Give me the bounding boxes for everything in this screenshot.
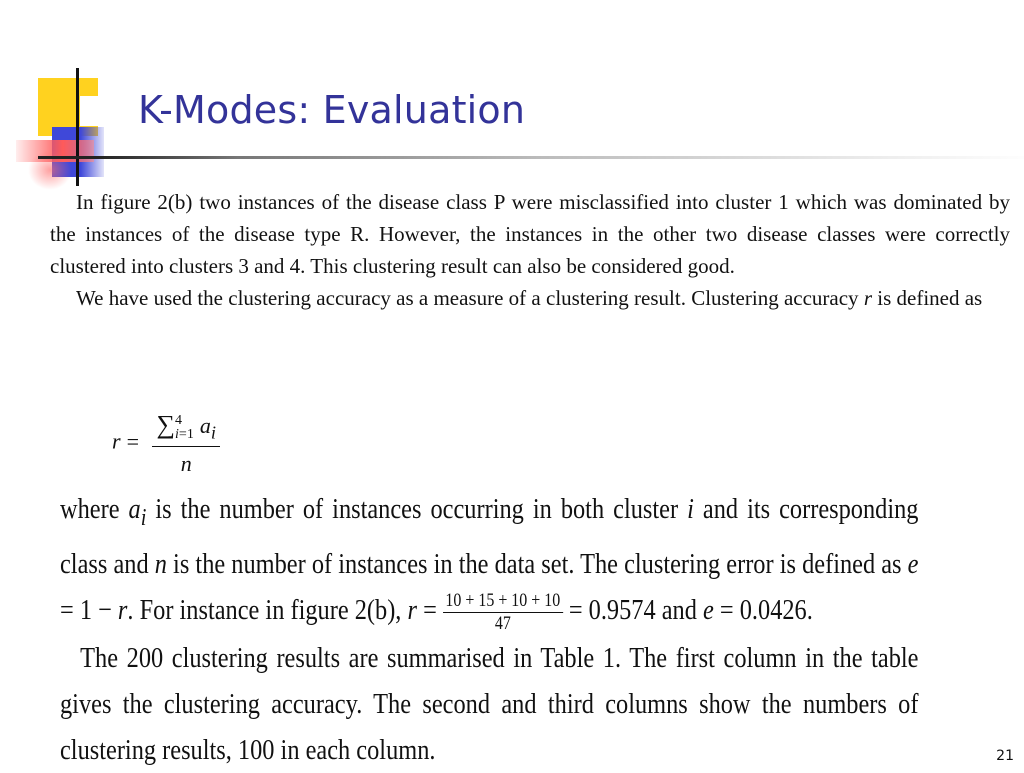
- paragraph-2-tail: is defined as: [872, 286, 983, 310]
- sum-limits: [175, 414, 194, 442]
- slide-title: K-Modes: Evaluation: [138, 88, 526, 132]
- paragraph-2: We have used the clustering accuracy as a measure of a clustering result. Clustering accuracy: [76, 286, 864, 310]
- var-i: i: [687, 493, 694, 525]
- var-n: n: [154, 547, 167, 580]
- formula-lhs: r: [112, 428, 121, 454]
- sum-lower-rest: =1: [178, 426, 194, 442]
- slide-logo-decoration: [0, 0, 140, 200]
- text: is the number of instances in the data set. The clustering error is defined as: [166, 547, 908, 580]
- text: .: [127, 593, 134, 626]
- body-paragraph-top: [50, 186, 1010, 314]
- paragraph-1: In figure 2(b) two instances of the disease class P were misclassified into cluster 1 which was dominated by the instances of the disease type R. However, the instances in the other two disease classes were correctly clustered into clusters 3 and 4. This clustering result can also be considered good.: [50, 190, 1010, 278]
- example-numerator: 10 + 15 + 10 + 10: [443, 590, 563, 613]
- text: = 0.0426.: [713, 593, 813, 626]
- var-r: r: [863, 286, 872, 310]
- formula-denominator: n: [180, 451, 192, 477]
- text: =: [416, 593, 443, 626]
- sum-lower: [175, 428, 194, 442]
- var-e: e: [907, 547, 919, 580]
- formula-fraction: [152, 410, 219, 477]
- text: = 0.9574 and: [562, 593, 704, 626]
- logo-white-block: [80, 96, 100, 126]
- body-paragraph-bottom: [60, 486, 918, 773]
- sigma-symbol: ∑: [156, 410, 176, 439]
- var-r: r: [117, 593, 128, 626]
- page-number: 21: [996, 748, 1014, 764]
- title-underline-rule: [38, 156, 1024, 159]
- formula-numerator: [152, 410, 219, 447]
- accuracy-formula: [112, 410, 220, 477]
- formula-equals: =: [126, 428, 139, 454]
- var-a: a: [128, 493, 141, 525]
- paragraph-3: The 200 clustering results are summarised in Table 1. The first column in the table gives the clustering accuracy. The second and third columns show the numbers of clustering results, 100 in each column.: [60, 641, 919, 766]
- text: where: [60, 493, 129, 525]
- var-r: r: [407, 593, 417, 626]
- example-fraction: [443, 590, 563, 635]
- text: is the number of instances occurring in both cluster: [146, 493, 688, 525]
- text: and its corresponding class and: [60, 493, 919, 580]
- text: = 1 −: [60, 593, 118, 626]
- var-e: e: [703, 593, 714, 626]
- var-a-sub: i: [140, 503, 147, 531]
- example-denominator: 47: [494, 612, 511, 634]
- sum-term-sub: i: [210, 422, 216, 443]
- sum-upper: 4: [175, 412, 183, 428]
- sum-lower-var: i: [175, 426, 179, 442]
- text: For instance in figure 2(b),: [139, 593, 408, 626]
- sum-term: a: [199, 413, 211, 438]
- logo-vertical-line: [76, 68, 79, 186]
